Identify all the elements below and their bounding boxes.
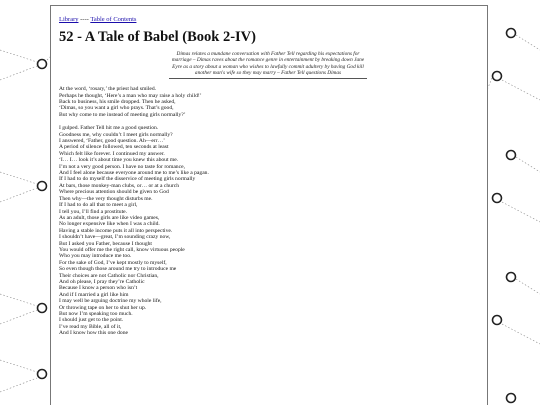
breadcrumb xyxy=(59,16,487,24)
poem-line: I gulped. Father Tell hit me a good question. xyxy=(59,125,159,132)
poem-line: And I feel alone because everyone around me to me’s like a pagan. xyxy=(59,170,209,177)
poem-line: Then why—the very thought disturbs me. xyxy=(59,195,153,202)
chapter-summary: Dimas relates a mundane conversation with Father Tell regarding his expectations for marriage – Dimas raves about the romance genre in entertainment by breaking down Jane Eyre as a story about a woman who wishes to lawfully commit adultery by having God kill another man's wife so they may marry – Father Tell questions Dimas xyxy=(171,51,365,76)
stanza-2 xyxy=(59,125,487,336)
poem-line: A period of silence followed, ten seconds at least xyxy=(59,144,169,151)
poem-line: ‘I… I… look it’s about time you knew this about me. xyxy=(59,157,179,164)
poem-line: Their choices are not Catholic nor Christian, xyxy=(59,272,159,279)
poem-line: Which felt like forever. I continued my answer. xyxy=(59,150,165,157)
poem-line: For the sake of God, I’ve kept mostly to myself, xyxy=(59,259,167,266)
poem-line: Goodness me, why couldn’t I meet girls normally? xyxy=(59,131,173,138)
poem-line: No longer expensive like when I was a child. xyxy=(59,221,160,228)
poem-line: I shouldn’t have—great, I’m sounding crazy now, xyxy=(59,234,171,241)
poem-line: And if I married a girl like him xyxy=(59,291,129,298)
poem-line: ‘Dimas, so you want a girl who prays. That’s good, xyxy=(59,105,174,112)
poem-line: But I asked you Father, because I thought xyxy=(59,240,152,247)
poem-line: I may well be arguing doctrine my whole life, xyxy=(59,298,162,305)
poem-line: But now I’m speaking too much. xyxy=(59,311,133,317)
stanza-1 xyxy=(59,86,487,118)
poem-line: Where precious attention should be given to God xyxy=(59,189,169,196)
poem-line: As an adult, those girls are like video games, xyxy=(59,214,160,221)
poem-line: I should just get to the point. xyxy=(59,317,124,324)
poem-line: And I know how this one done xyxy=(59,330,128,337)
poem-line: At the word, ‘rosary,’ the priest had smiled. xyxy=(59,86,157,93)
library-link[interactable]: Library xyxy=(59,16,79,23)
poem-line: You would offer me the right call, know virtuous people xyxy=(59,246,185,253)
poem-line: If I had to do myself the disservice of meeting girls normally xyxy=(59,176,196,183)
poem-line: Back to business, his smile dropped. Then he asked, xyxy=(59,99,176,105)
table-of-contents-link[interactable]: Table of Contents xyxy=(90,16,137,23)
page-title: 52 - A Tale of Babel (Book 2-IV) xyxy=(59,29,256,45)
poem-line: I’ve read my Bible, all of it, xyxy=(59,323,122,330)
poem-line: Having a stable income puts it all into perspective. xyxy=(59,227,173,234)
document-page xyxy=(50,5,488,405)
summary-divider xyxy=(169,78,367,79)
poem-line: So even though those around me try to introduce me xyxy=(59,266,177,273)
poem-line: I tell you, I’ll find a prostitute. xyxy=(59,208,128,215)
poem-line: Because I know a person who isn’t xyxy=(59,285,138,292)
poem-line: And oh please, I pray they’re Catholic xyxy=(59,278,145,285)
poem-line: I’m not a very good person. I have no taste for romance, xyxy=(59,163,185,170)
poem-line: If I had to do all that to meet a girl, xyxy=(59,202,138,209)
poem-line: But why come to me instead of meeting girls normally?’ xyxy=(59,111,186,118)
poem-line: I answered, ‘Father, good question. Ah—err…’ xyxy=(59,138,166,145)
breadcrumb-separator: ---- xyxy=(80,16,89,23)
poem-line: Perhaps he thought, ‘Here’s a man who may raise a holy child!’ xyxy=(59,92,202,99)
poem-line: At bars, those monkey-man clubs, or… or at a church xyxy=(59,182,180,189)
poem-line: Who you may introduce me too. xyxy=(59,253,132,260)
poem-line: Or throwing tape on her to shut her up. xyxy=(59,304,147,311)
